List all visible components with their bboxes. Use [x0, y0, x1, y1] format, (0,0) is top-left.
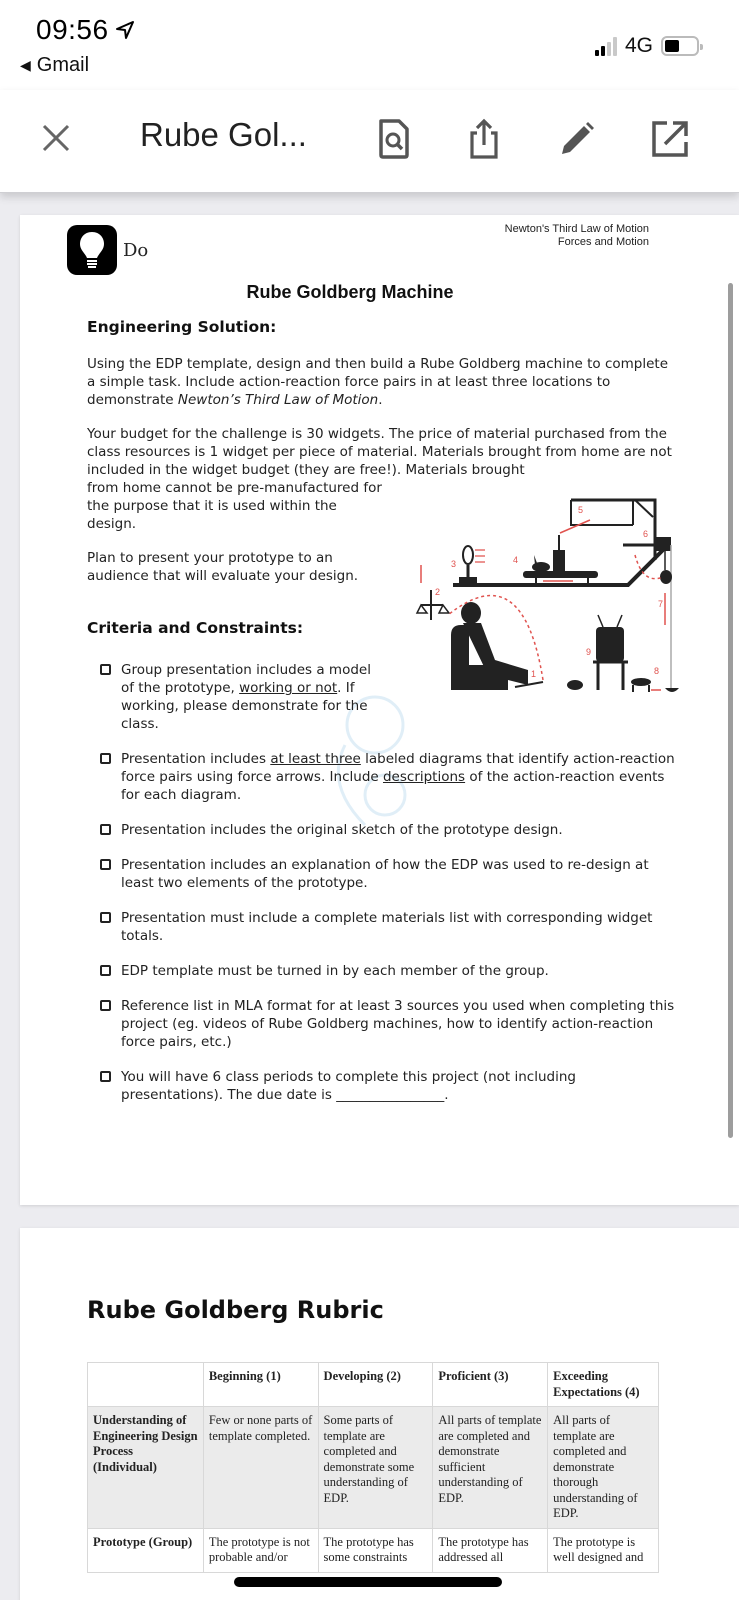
back-app-label: Gmail — [36, 54, 90, 76]
signal-icon — [595, 36, 617, 56]
svg-text:4: 4 — [513, 555, 519, 565]
open-external-icon — [651, 120, 689, 158]
pencil-edit-icon — [558, 120, 596, 158]
network-type: 4G — [624, 34, 653, 57]
back-to-gmail-button[interactable] — [20, 54, 89, 77]
checkbox-icon[interactable] — [100, 664, 111, 675]
criteria-item: Presentation includes at least three labeled diagrams that identify action-reaction force pairs using force arrows. Include descriptions of the action-reaction events for each diagram. — [100, 750, 680, 804]
document-page-2 — [20, 1228, 739, 1600]
table-cell: The prototype is well designed and — [548, 1528, 659, 1572]
svg-text:7: 7 — [658, 599, 664, 609]
table-header-row — [88, 1363, 659, 1407]
row-criterion: Prototype (Group) — [88, 1528, 204, 1572]
table-cell: The prototype is not probable and/or — [203, 1528, 318, 1572]
home-indicator[interactable] — [234, 1577, 502, 1587]
share-button[interactable] — [462, 116, 506, 162]
open-in-app-button[interactable] — [648, 116, 692, 162]
svg-text:8: 8 — [654, 666, 660, 676]
table-cell: The prototype has addressed all — [433, 1528, 548, 1572]
document-page-1 — [20, 215, 739, 1205]
header-cell: Beginning (1) — [203, 1363, 318, 1407]
svg-text:1: 1 — [531, 669, 537, 679]
close-icon — [41, 123, 71, 153]
file-search-icon — [377, 118, 411, 160]
criteria-item: Reference list in MLA format for at least 3 sources you used when completing this project (eg. videos of Rube Goldberg machines, how to identify action-reaction force pairs, etc.) — [100, 997, 680, 1051]
svg-text:5: 5 — [578, 505, 584, 515]
viewer-toolbar — [0, 90, 739, 193]
location-arrow-icon — [115, 20, 135, 40]
row-criterion: Understanding of Engineering Design Process (Individual) — [88, 1407, 204, 1529]
table-row — [88, 1407, 659, 1529]
status-bar — [0, 0, 739, 90]
criteria-item: Group presentation includes a model of the prototype, working or not. If working, please demonstrate for the class. — [100, 661, 385, 733]
close-button[interactable] — [36, 118, 76, 158]
find-in-document-button[interactable] — [372, 116, 416, 162]
svg-text:3: 3 — [451, 559, 457, 569]
checkbox-icon[interactable] — [100, 753, 111, 764]
header-cell: Exceeding Expectations (4) — [548, 1363, 659, 1407]
page-header-topic — [505, 223, 649, 249]
budget-paragraph-continued: from home cannot be pre-manufactured for the purpose that it is used within the design. — [87, 480, 382, 532]
header-topic-line-2: Forces and Motion — [557, 236, 649, 248]
battery-icon — [661, 36, 699, 56]
document-title: Rube Gol... — [140, 116, 307, 153]
table-cell: Few or none parts of template completed. — [203, 1407, 318, 1529]
table-cell: Some parts of template are completed and demonstrate some understanding of EDP. — [318, 1407, 433, 1529]
checkbox-icon[interactable] — [100, 965, 111, 976]
criteria-item: You will have 6 class periods to complete this project (not including presentations). The due date is ________________. — [100, 1068, 680, 1104]
criteria-heading: Criteria and Constraints: — [87, 619, 304, 637]
criteria-item: EDP template must be turned in by each member of the group. — [100, 962, 680, 980]
header-cell — [88, 1363, 204, 1407]
budget-paragraph: Your budget for the challenge is 30 widgets. The price of material purchased from the class resources is 1 widget per piece of material. Materials brought from home are not included in the widget budget (they are free!). Materials brought — [87, 426, 672, 478]
svg-text:6: 6 — [643, 529, 649, 539]
time-text: 09:56 — [36, 14, 109, 45]
header-cell: Developing (2) — [318, 1363, 433, 1407]
intro-paragraph: Using the EDP template, design and then build a Rube Goldberg machine to complete a simple task. Include action-reaction force pairs in at least three locations to demonstrate Newton’s Third Law of Motion. — [87, 356, 669, 408]
checkbox-icon[interactable] — [100, 1000, 111, 1011]
rubric-table — [87, 1362, 659, 1573]
rubric-title: Rube Goldberg Rubric — [87, 1296, 384, 1324]
table-cell: All parts of template are completed and demonstrate sufficient understanding of EDP. — [433, 1407, 548, 1529]
header-cell: Proficient (3) — [433, 1363, 548, 1407]
vertical-scrollbar[interactable] — [728, 283, 733, 1138]
document-viewer[interactable] — [0, 193, 739, 1600]
logo-word: Do — [123, 240, 149, 261]
status-indicators — [595, 34, 699, 58]
table-row — [88, 1528, 659, 1572]
back-triangle-icon: ◀ — [20, 57, 31, 73]
criteria-item: Presentation includes an explanation of how the EDP was used to re-design at least two elements of the prototype. — [100, 856, 680, 892]
clock — [36, 14, 135, 46]
table-cell: The prototype has some constraints — [318, 1528, 433, 1572]
criteria-item: Presentation must include a complete materials list with corresponding widget totals. — [100, 909, 680, 945]
lightbulb-logo — [67, 225, 117, 275]
criteria-list — [100, 661, 680, 1121]
page-title: Rube Goldberg Machine — [246, 282, 454, 302]
engineering-solution-heading: Engineering Solution: — [87, 318, 277, 336]
svg-text:9: 9 — [586, 647, 592, 657]
edit-button[interactable] — [555, 116, 599, 162]
checkbox-icon[interactable] — [100, 1071, 111, 1082]
checkbox-icon[interactable] — [100, 912, 111, 923]
checkbox-icon[interactable] — [100, 859, 111, 870]
lightbulb-icon — [77, 230, 107, 270]
checkbox-icon[interactable] — [100, 824, 111, 835]
criteria-item: Presentation includes the original sketch of the prototype design. — [100, 821, 680, 839]
presentation-paragraph: Plan to present your prototype to an audience that will evaluate your design. — [87, 550, 359, 584]
svg-text:2: 2 — [435, 587, 441, 597]
header-topic-line-1: Newton's Third Law of Motion — [504, 223, 649, 235]
table-cell: All parts of template are completed and demonstrate thorough understanding of EDP. — [548, 1407, 659, 1529]
share-icon — [467, 117, 501, 161]
